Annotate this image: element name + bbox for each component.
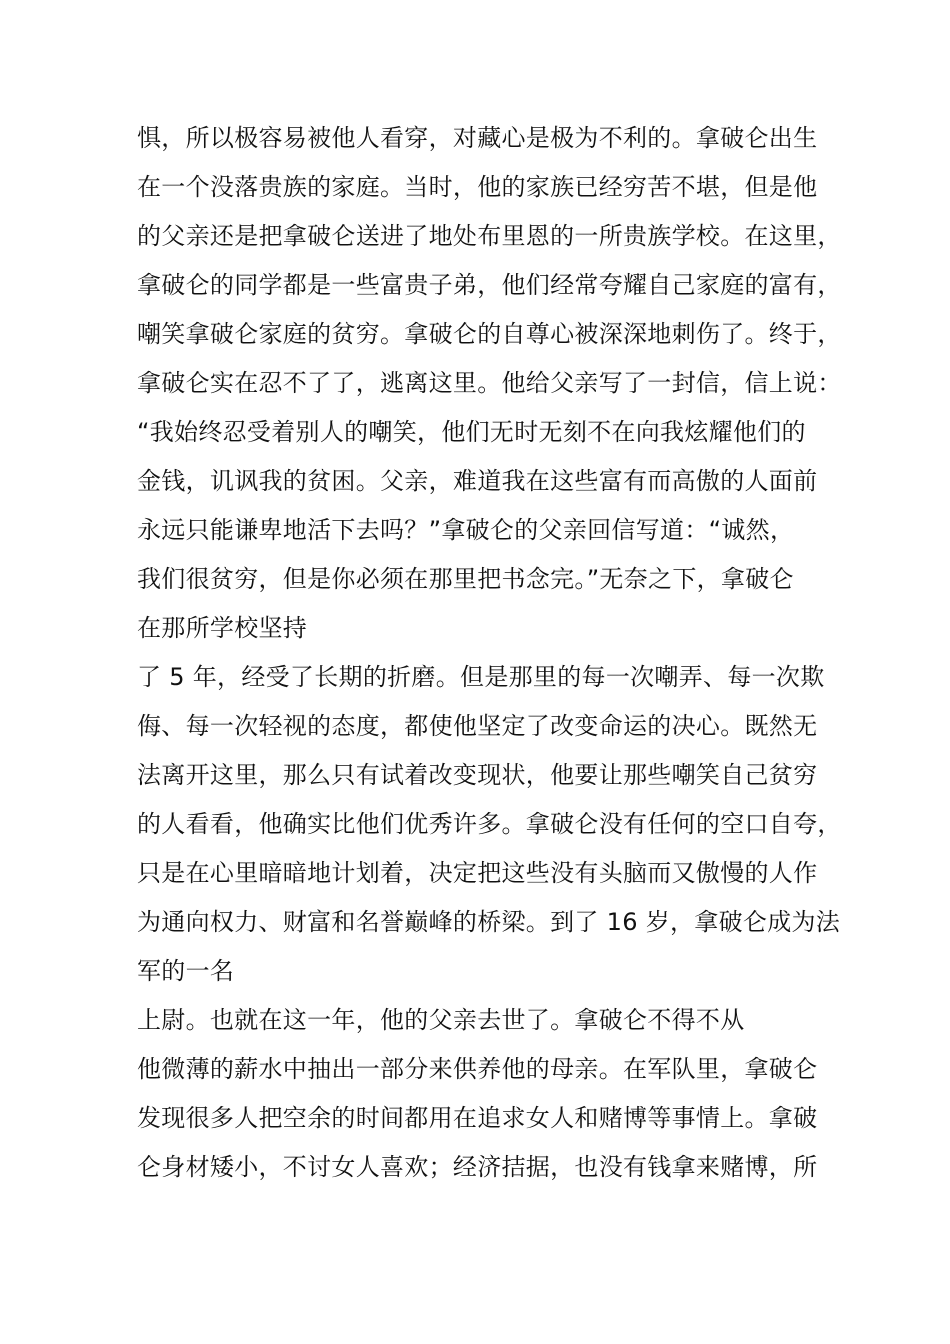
text-line: 我们很贫穷，但是你必须在那里把书念完。”无奈之下，拿破仑	[137, 565, 794, 593]
text-line: 只是在心里暗暗地计划着，决定把这些没有头脑而又傲慢的人作	[137, 859, 818, 887]
text-line: 军的一名	[137, 957, 235, 985]
text-line: 他微薄的薪水中抽出一部分来供养他的母亲。在军队里，拿破仑	[137, 1055, 818, 1083]
text-line: 拿破仑的同学都是一些富贵子弟，他们经常夸耀自己家庭的富有，	[137, 271, 842, 299]
document-text-body	[137, 114, 842, 1192]
text-line: “我始终忍受着别人的嘲笑，他们无时无刻不在向我炫耀他们的	[137, 418, 806, 446]
text-line: 嘲笑拿破仑家庭的贫穷。拿破仑的自尊心被深深地刺伤了。终于，	[137, 320, 842, 348]
text-line: 在一个没落贵族的家庭。当时，他的家族已经穷苦不堪，但是他	[137, 173, 818, 201]
text-line: 在那所学校坚持	[137, 614, 308, 642]
text-line: 永远只能谦卑地活下去吗？”拿破仑的父亲回信写道：“诚然，	[137, 516, 795, 544]
text-line: 拿破仑实在忍不了了，逃离这里。他给父亲写了一封信，信上说：	[137, 369, 842, 397]
text-line: 上尉。也就在这一年，他的父亲去世了。拿破仑不得不从	[137, 1006, 745, 1034]
text-line: 为通向权力、财富和名誉巅峰的桥梁。到了 16 岁，拿破仑成为法	[137, 908, 841, 936]
text-line: 的父亲还是把拿破仑送进了地处布里恩的一所贵族学校。在这里，	[137, 222, 842, 250]
text-line: 惧，所以极容易被他人看穿，对藏心是极为不利的。拿破仑出生	[137, 124, 818, 152]
text-line: 侮、每一次轻视的态度，都使他坚定了改变命运的决心。既然无	[137, 712, 818, 740]
text-line: 仑身材矮小，不讨女人喜欢；经济拮据，也没有钱拿来赌博，所	[137, 1153, 818, 1181]
text-line: 发现很多人把空余的时间都用在追求女人和赌博等事情上。拿破	[137, 1104, 818, 1132]
text-line: 的人看看，他确实比他们优秀许多。拿破仑没有任何的空口自夸，	[137, 810, 842, 838]
text-line: 金钱，讥讽我的贫困。父亲，难道我在这些富有而高傲的人面前	[137, 467, 818, 495]
text-line: 了 5 年，经受了长期的折磨。但是那里的每一次嘲弄、每一次欺	[137, 663, 825, 691]
text-line: 法离开这里，那么只有试着改变现状，他要让那些嘲笑自己贫穷	[137, 761, 818, 789]
